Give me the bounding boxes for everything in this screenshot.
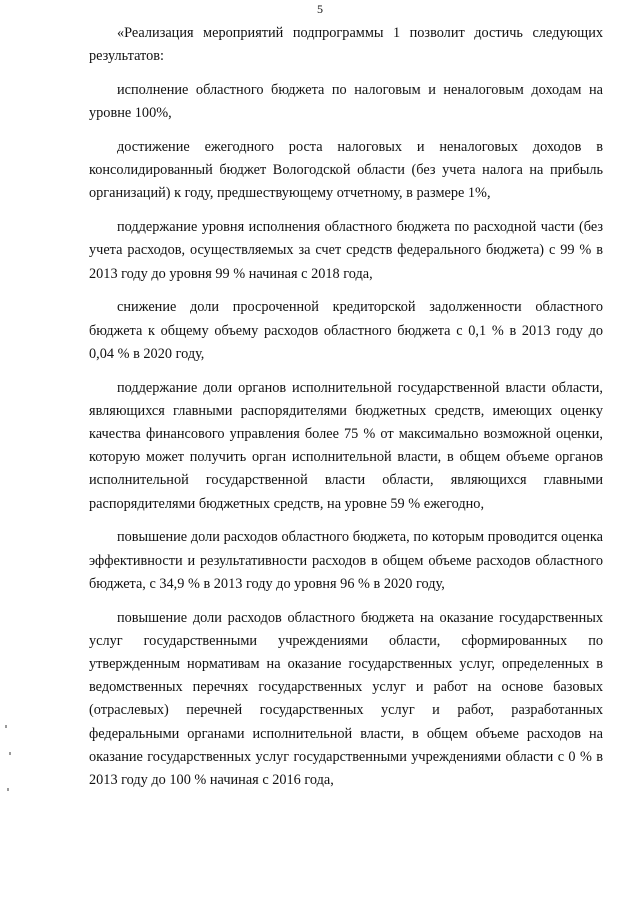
left-margin-scan-mark (7, 788, 9, 791)
paragraph-overdue-payables: снижение доли просроченной кредиторской задолженности областного бюджета к общему объему расходов областного бюджета с 0,1 % в 2013 году до 0,04 % в 2020 году, (89, 299, 603, 362)
paragraph-intro: «Реализация мероприятий подпрограммы 1 позволит достичь следующих результатов: (89, 25, 603, 65)
left-margin-scan-mark (9, 752, 11, 755)
document-body (89, 22, 603, 792)
paragraph-financial-management-quality: поддержание доли органов исполнительной государственной власти области, являющихся главными распорядителями бюджетных средств, имеющих оценку качества финансового управления более 75 % от максимально возможной оценки, которую может получить орган исполнительной власти, в общем объеме органов исполнительной государственной власти области, являющихся главными распорядителями бюджетных средств, на уровне 59 % ежегодно, (89, 379, 603, 512)
page-number: 5 (317, 2, 323, 16)
paragraph-public-services-standards: повышение доли расходов областного бюджета на оказание государственных услуг государственными учреждениями области, сформированных по утвержденным нормативам на оказание государственных услуг, определенных в ведомственных перечнях государственных услуг и работ на основе базовых (отраслевых) перечней государственных услуг и работ, разработанных федеральными органами исполнительной власти, в общем объеме расходов на оказание государственных услуг государственными учреждениями области с 0 % в 2013 году до 100 % начиная с 2016 года, (89, 609, 603, 789)
left-margin-scan-mark (5, 725, 7, 728)
paragraph-expenditure-execution: поддержание уровня исполнения областного бюджета по расходной части (без учета расходов, осуществляемых за счет средств федерального бюджета) с 99 % в 2013 году до уровня 99 % начиная с 2018 года, (89, 219, 603, 282)
paragraph-revenue-execution: исполнение областного бюджета по налоговым и неналоговым доходам на уровне 100%, (89, 82, 603, 122)
paragraph-revenue-growth: достижение ежегодного роста налоговых и неналоговых доходов в консолидированный бюджет Вологодской области (без учета налога на прибыль организаций) к году, предшествующему отчетному, в размере 1%, (89, 139, 603, 202)
paragraph-expenditure-efficiency: повышение доли расходов областного бюджета, по которым проводится оценка эффективности и результативности расходов в общем объеме расходов областного бюджета, с 34,9 % в 2013 году до уровня 96 % в 2020 году, (89, 529, 603, 592)
